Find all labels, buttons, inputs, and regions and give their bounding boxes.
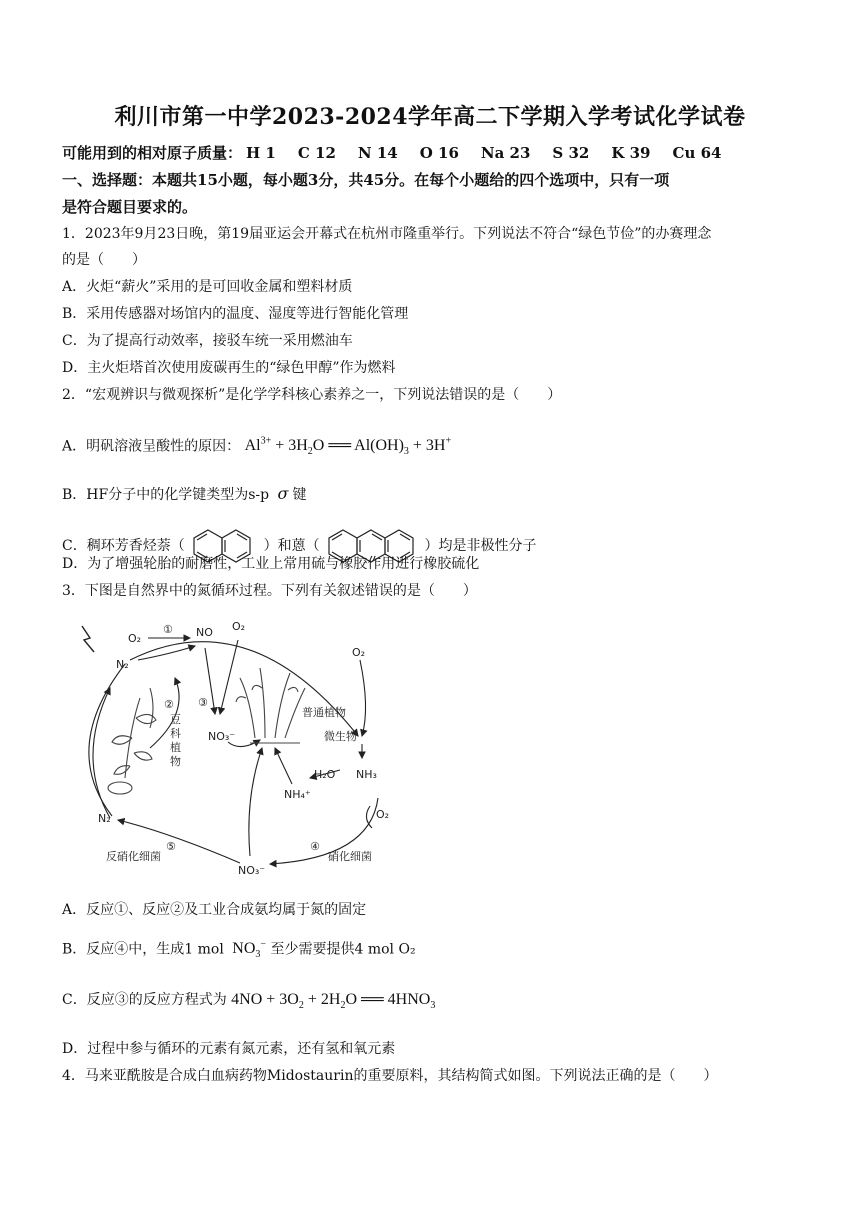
atomic-masses xyxy=(62,143,743,163)
q3-option-b xyxy=(62,935,416,966)
q1-stem-cont: 的是（ ） xyxy=(62,252,146,268)
mass-item: S 32 xyxy=(552,144,590,162)
q1-stem: 1．2023年9月23日晚，第19届亚运会开幕式在杭州市隆重举行。下列说法不符合“绿色节俭”的办赛理念 xyxy=(62,226,712,242)
mass-item: O 16 xyxy=(419,144,459,162)
diagram-n2-top: N₂ xyxy=(116,658,129,671)
alum-hydrolysis-equation: $Al^{3+} + 3H_2O$ ══ $Al(OH)_3 + 3H^+$ xyxy=(244,436,452,458)
mass-item: N 14 xyxy=(357,144,398,162)
q2-option-a-text: A．明矾溶液呈酸性的原因： xyxy=(62,438,241,455)
q3-option-b-post: 至少需要提供4 mol O₂ xyxy=(270,941,416,958)
diagram-no3-left: NO₃⁻ xyxy=(208,730,236,743)
legume-plant-icon xyxy=(108,688,156,794)
lightning-icon xyxy=(82,626,94,652)
q1-option-d: D．主火炬塔首次使用废碳再生的“绿色甲醇”作为燃料 xyxy=(62,360,396,376)
section-heading-line2: 是符合题目要求的。 xyxy=(62,198,198,216)
q3-option-a: A．反应①、反应②及工业合成氨均属于氮的固定 xyxy=(62,902,367,918)
diagram-h2o: H₂O xyxy=(314,768,336,781)
mass-item: C 12 xyxy=(297,144,336,162)
diagram-microbes-label: 微生物 xyxy=(324,730,357,743)
diagram-o2-top: O₂ xyxy=(232,620,246,633)
q2-option-c-end: ）均是非极性分子 xyxy=(424,538,537,554)
diagram-plants-label: 普通植物 xyxy=(302,706,346,719)
q2-option-b-end: 键 xyxy=(292,487,307,503)
q2-option-b-text: B．HF分子中的化学键类型为s-p xyxy=(62,487,270,503)
diagram-no3-bottom: NO₃⁻ xyxy=(238,864,266,877)
diagram-nitrify-label: 硝化细菌 xyxy=(328,850,372,863)
q2-stem: 2．“宏观辨识与微观探析”是化学学科核心素养之一，下列说法错误的是（ ） xyxy=(62,387,562,403)
diagram-o2-right: O₂ xyxy=(352,646,366,659)
sigma-symbol: σ xyxy=(277,484,289,503)
plant-icon xyxy=(236,668,305,743)
q3-stem: 3．下图是自然界中的氮循环过程。下列有关叙述错误的是（ ） xyxy=(62,583,477,599)
q1-option-c: C．为了提高行动效率，接驳车统一采用燃油车 xyxy=(62,333,353,349)
section-heading-line1: 一、选择题：本题共15小题，每小题3分，共45分。在每个小题给的四个选项中，只有一项 xyxy=(62,171,670,189)
diagram-nh4: NH₄⁺ xyxy=(284,788,311,801)
q2-option-a xyxy=(62,432,451,463)
mass-item: H 1 xyxy=(246,144,276,162)
diagram-o2-top-left: O₂ xyxy=(128,632,142,645)
diagram-reaction-3: ③ xyxy=(198,696,208,709)
nitrate-formula: $NO_3^-$ xyxy=(228,939,267,961)
q1-option-a: A．火炬“薪火”采用的是可回收金属和塑料材质 xyxy=(62,279,353,295)
q4-stem: 4．马来亚酰胺是合成白血病药物Midostaurin的重要原料，其结构简式如图。下列说法正确的是（ ） xyxy=(62,1068,718,1084)
mass-item: Cu 64 xyxy=(672,144,722,162)
diagram-reaction-1: ① xyxy=(163,623,173,636)
diagram-denitrify-label: 反硝化细菌 xyxy=(106,850,161,863)
q2-option-d: D．为了增强轮胎的耐磨性，工业上常用硫与橡胶作用进行橡胶硫化 xyxy=(62,556,480,572)
mass-item: Na 23 xyxy=(480,144,531,162)
nitrogen-cycle-diagram xyxy=(70,618,400,888)
mass-item: K 39 xyxy=(611,144,651,162)
q1-option-b: B．采用传感器对场馆内的温度、湿度等进行智能化管理 xyxy=(62,306,409,322)
diagram-reaction-5: ⑤ xyxy=(166,840,176,853)
q3-option-d: D．过程中参与循环的元素有氮元素，还有氢和氧元素 xyxy=(62,1041,396,1057)
atomic-masses-label: 可能用到的相对原子质量： xyxy=(62,144,243,162)
diagram-nh3: NH₃ xyxy=(356,768,377,781)
q3-option-b-pre: B．反应④中，生成1 mol xyxy=(62,941,224,958)
diagram-legume-label: 豆科植物 xyxy=(170,713,181,768)
q2-option-c-mid: ）和蒽（ xyxy=(263,538,320,554)
page-title: 利川市第一中学2023-2024学年高二下学期入学考试化学试卷 xyxy=(114,104,746,130)
q2-option-b xyxy=(62,484,306,505)
diagram-n2-bottom: N₂ xyxy=(98,812,111,825)
diagram-reaction-2: ② xyxy=(164,698,174,711)
diagram-o2-lower: O₂ xyxy=(376,808,390,821)
no-oxidation-equation: $4NO + 3O_2 + 2H_2O$ ══ $4HNO_3$ xyxy=(231,991,436,1012)
q3-option-c-pre: C．反应③的反应方程式为 xyxy=(62,992,227,1008)
diagram-reaction-4: ④ xyxy=(310,840,320,853)
q3-option-c xyxy=(62,990,435,1016)
diagram-no: NO xyxy=(196,626,213,639)
q2-option-c-pre: C．稠环芳香烃萘（ xyxy=(62,538,185,554)
